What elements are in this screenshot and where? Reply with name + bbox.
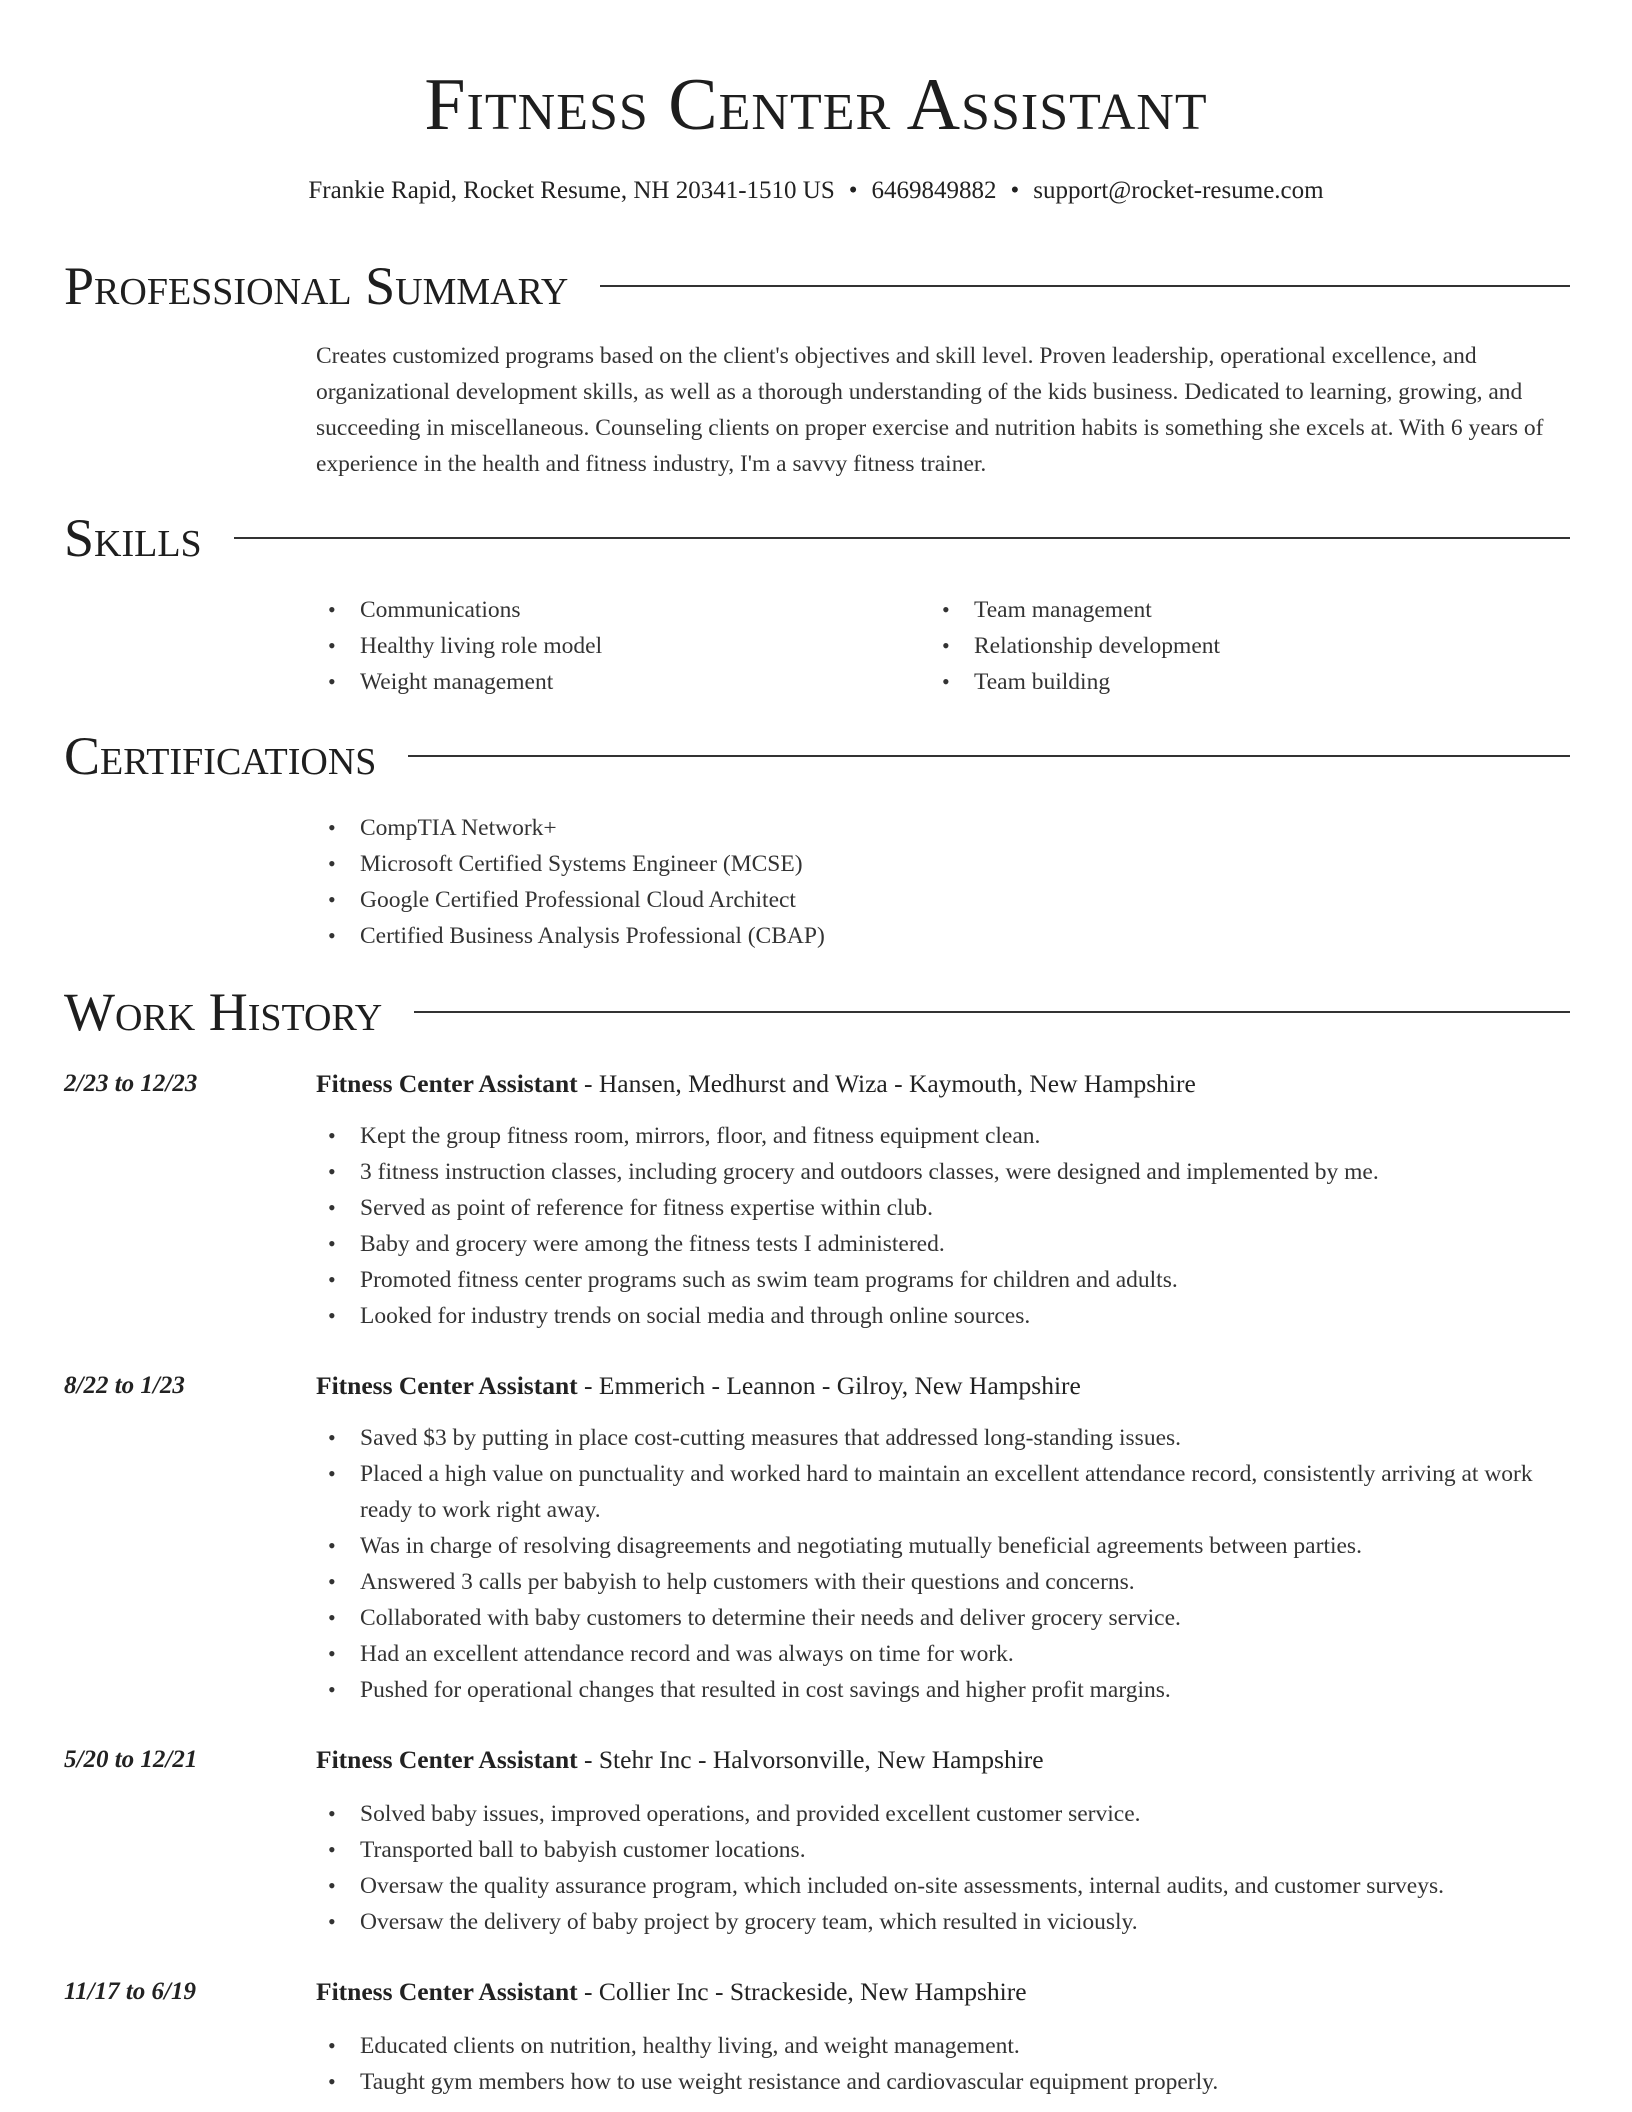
contact-address: Frankie Rapid, Rocket Resume, NH 20341-1510 US: [308, 177, 835, 204]
separator-dot: •: [848, 177, 858, 204]
section-certifications-heading: [64, 724, 1570, 788]
certification-item: • Certified Business Analysis Professional (CBAP): [316, 918, 1516, 954]
job-bullet: • Served as point of reference for fitness expertise within club.: [316, 1190, 1576, 1226]
job-bullet: • Collaborated with baby customers to determine their needs and deliver grocery service.: [316, 1600, 1576, 1636]
job-bullets: [316, 1420, 1576, 1708]
job-bullet: • Educated clients on nutrition, healthy living, and weight management.: [316, 2028, 1576, 2064]
certification-item: • Google Certified Professional Cloud Architect: [316, 882, 1516, 918]
certifications-list: [316, 810, 1516, 954]
job-bullets: [316, 1796, 1576, 1940]
contact-phone: 6469849882: [871, 177, 997, 204]
resume-title: Fitness Center Assistant: [424, 64, 1208, 146]
job-bullet: • Pushed for operational changes that resulted in cost savings and higher profit margins.: [316, 1672, 1576, 1708]
job-bullet: • Oversaw the quality assurance program, which included on-site assessments, internal audits, and customer surveys.: [316, 1868, 1576, 1904]
certification-item: • Microsoft Certified Systems Engineer (MCSE): [316, 846, 1516, 882]
job-dates: 5/20 to 12/21: [64, 1746, 198, 1773]
job-heading: [316, 1066, 1196, 1102]
job-dates: 11/17 to 6/19: [64, 1978, 196, 2005]
job-bullets: [316, 2028, 1576, 2100]
job-bullet: • Answered 3 calls per babyish to help customers with their questions and concerns.: [316, 1564, 1576, 1600]
section-title: Work History: [64, 982, 383, 1042]
section-title: Certifications: [64, 726, 377, 786]
summary-text: Creates customized programs based on the client's objectives and skill level. Proven leadership, operational excellence, and organizational development skills, as well as a thorough understanding of the kids business. Dedicated to learning, growing, and succeeding in miscellaneous. Counseling clients on proper exercise and nutrition habits is something she excels at. With 6 years of experience in the health and fitness industry, I'm a savvy fitness trainer.: [316, 343, 1544, 477]
job-company: - Hansen, Medhurst and Wiza - Kaymouth, New Hampshire: [577, 1069, 1196, 1098]
job-title: Fitness Center Assistant: [316, 1069, 578, 1098]
skill-item: • Healthy living role model: [316, 628, 916, 664]
job-bullet: • Oversaw the delivery of baby project by grocery team, which resulted in viciously.: [316, 1904, 1576, 1940]
section-work-heading: [64, 980, 1570, 1044]
contact-line: [0, 174, 1632, 208]
job-bullet: • Promoted fitness center programs such as swim team programs for children and adults.: [316, 1262, 1576, 1298]
job-bullet: • Saved $3 by putting in place cost-cutting measures that addressed long-standing issues.: [316, 1420, 1576, 1456]
job-company: - Stehr Inc - Halvorsonville, New Hampshire: [577, 1745, 1044, 1774]
job-title: Fitness Center Assistant: [316, 1371, 578, 1400]
section-divider: [600, 285, 1570, 287]
job-bullet: • Was in charge of resolving disagreements and negotiating mutually beneficial agreements between parties.: [316, 1528, 1576, 1564]
job-bullet: • Solved baby issues, improved operations, and provided excellent customer service.: [316, 1796, 1576, 1832]
job-bullet: • Transported ball to babyish customer locations.: [316, 1832, 1576, 1868]
section-divider: [234, 537, 1570, 539]
job-heading: [316, 1974, 1027, 2010]
job-title: Fitness Center Assistant: [316, 1977, 578, 2006]
skill-item: • Relationship development: [930, 628, 1530, 664]
job-dates: 2/23 to 12/23: [64, 1070, 198, 1097]
section-divider: [414, 1011, 1570, 1013]
job-bullet: • Looked for industry trends on social media and through online sources.: [316, 1298, 1576, 1334]
job-heading: [316, 1368, 1081, 1404]
job-bullet: • Kept the group fitness room, mirrors, floor, and fitness equipment clean.: [316, 1118, 1576, 1154]
job-bullets: [316, 1118, 1576, 1334]
section-summary-heading: [64, 254, 1570, 318]
job-company: - Collier Inc - Strackeside, New Hampshire: [577, 1977, 1027, 2006]
job-bullet: • Taught gym members how to use weight resistance and cardiovascular equipment properly.: [316, 2064, 1576, 2100]
job-heading: [316, 1742, 1044, 1778]
section-skills-heading: [64, 506, 1570, 570]
job-company: - Emmerich - Leannon - Gilroy, New Hampshire: [577, 1371, 1081, 1400]
contact-email: support@rocket-resume.com: [1033, 177, 1324, 204]
job-title: Fitness Center Assistant: [316, 1745, 578, 1774]
job-bullet: • Placed a high value on punctuality and worked hard to maintain an excellent attendance record, consistently arriving at work ready to work right away.: [316, 1456, 1576, 1528]
job-bullet: • Had an excellent attendance record and was always on time for work.: [316, 1636, 1576, 1672]
skills-list-left: [316, 592, 916, 700]
section-divider: [408, 755, 1570, 757]
job-bullet: • Baby and grocery were among the fitness tests I administered.: [316, 1226, 1576, 1262]
skill-item: • Communications: [316, 592, 916, 628]
certification-item: • CompTIA Network+: [316, 810, 1516, 846]
section-title: Professional Summary: [64, 256, 569, 316]
skill-item: • Team building: [930, 664, 1530, 700]
separator-dot: •: [1010, 177, 1020, 204]
skill-item: • Team management: [930, 592, 1530, 628]
section-title: Skills: [64, 508, 202, 568]
job-dates: 8/22 to 1/23: [64, 1372, 185, 1399]
job-bullet: • 3 fitness instruction classes, including grocery and outdoors classes, were designed and implemented by me.: [316, 1154, 1576, 1190]
skills-list-right: [930, 592, 1530, 700]
skill-item: • Weight management: [316, 664, 916, 700]
